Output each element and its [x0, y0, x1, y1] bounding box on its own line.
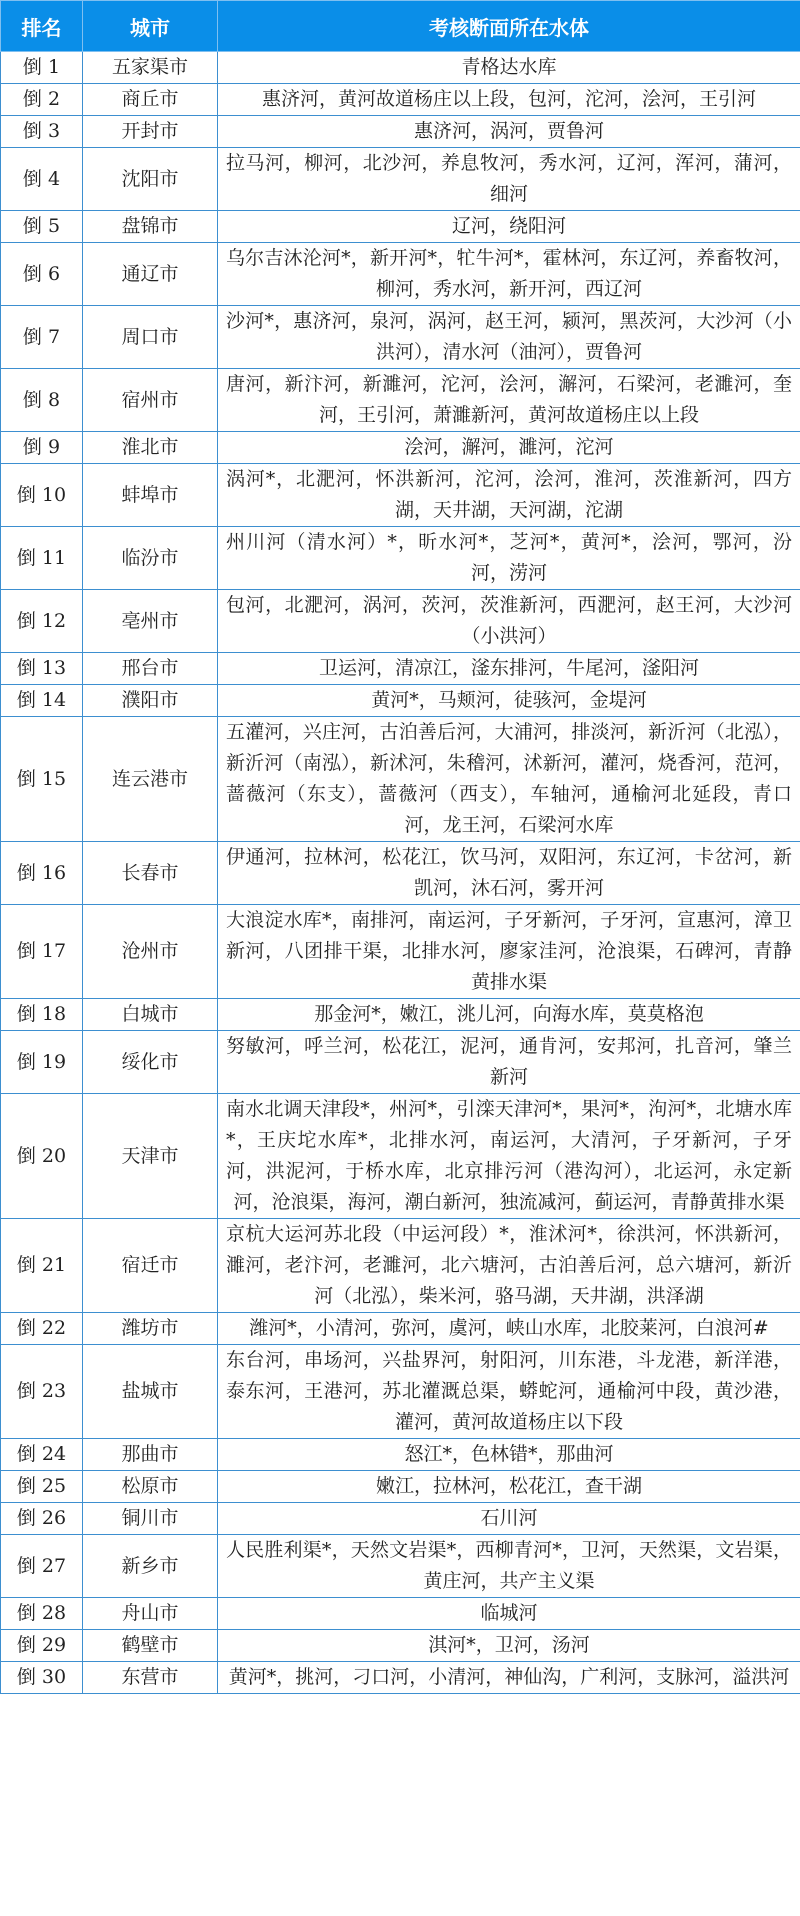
table-row [1, 211, 800, 243]
water-cell: 乌尔吉沐沦河*，新开河*，牤牛河*，霍林河，东辽河，养畜牧河，柳河，秀水河，新开河，西辽河 [218, 243, 800, 306]
header-rank: 排名 [1, 1, 83, 52]
city-cell: 周口市 [83, 306, 218, 369]
rank-cell: 倒 16 [1, 842, 83, 905]
rank-cell: 倒 30 [1, 1662, 83, 1694]
city-cell: 开封市 [83, 116, 218, 148]
city-cell: 通辽市 [83, 243, 218, 306]
water-cell: 州川河（清水河）*，昕水河*，芝河*，黄河*，浍河，鄂河，汾河，涝河 [218, 527, 800, 590]
water-cell: 淇河*，卫河，汤河 [218, 1630, 800, 1662]
table-row [1, 243, 800, 306]
table-row [1, 464, 800, 527]
city-cell: 舟山市 [83, 1598, 218, 1630]
table-row [1, 1313, 800, 1345]
water-cell: 那金河*，嫩江，洮儿河，向海水库，莫莫格泡 [218, 999, 800, 1031]
city-cell: 沈阳市 [83, 148, 218, 211]
water-cell: 临城河 [218, 1598, 800, 1630]
water-cell: 包河，北淝河，涡河，茨河，茨淮新河，西淝河，赵王河，大沙河（小洪河） [218, 590, 800, 653]
table-row [1, 432, 800, 464]
rank-cell: 倒 28 [1, 1598, 83, 1630]
header-row [1, 1, 800, 52]
table-row [1, 842, 800, 905]
water-cell: 惠济河，黄河故道杨庄以上段，包河，沱河，浍河，王引河 [218, 84, 800, 116]
table-row [1, 653, 800, 685]
city-cell: 绥化市 [83, 1031, 218, 1094]
city-cell: 鹤壁市 [83, 1630, 218, 1662]
rank-cell: 倒 7 [1, 306, 83, 369]
table-row [1, 116, 800, 148]
water-cell: 卫运河，清凉江，滏东排河，牛尾河，滏阳河 [218, 653, 800, 685]
city-cell: 盐城市 [83, 1345, 218, 1439]
table-row [1, 1439, 800, 1471]
table-row [1, 1598, 800, 1630]
rank-cell: 倒 20 [1, 1094, 83, 1219]
table-row [1, 1219, 800, 1313]
city-cell: 潍坊市 [83, 1313, 218, 1345]
header-water: 考核断面所在水体 [218, 1, 800, 52]
city-cell: 那曲市 [83, 1439, 218, 1471]
table-row [1, 1630, 800, 1662]
rank-cell: 倒 18 [1, 999, 83, 1031]
city-cell: 长春市 [83, 842, 218, 905]
water-cell: 努敏河，呼兰河，松花江，泥河，通肯河，安邦河，扎音河，肇兰新河 [218, 1031, 800, 1094]
water-cell: 京杭大运河苏北段（中运河段）*，淮沭河*，徐洪河，怀洪新河，濉河，老汴河，老濉河，北六塘河，古泊善后河，总六塘河，新沂河（北泓），柴米河，骆马湖，天井湖，洪泽湖 [218, 1219, 800, 1313]
table-row [1, 1471, 800, 1503]
rank-cell: 倒 9 [1, 432, 83, 464]
water-cell: 拉马河，柳河，北沙河，养息牧河，秀水河，辽河，浑河，蒲河，细河 [218, 148, 800, 211]
rank-cell: 倒 21 [1, 1219, 83, 1313]
water-cell: 青格达水库 [218, 52, 800, 84]
header-city: 城市 [83, 1, 218, 52]
water-cell: 涡河*，北淝河，怀洪新河，沱河，浍河，淮河，茨淮新河，四方湖，天井湖，天河湖，沱湖 [218, 464, 800, 527]
city-cell: 铜川市 [83, 1503, 218, 1535]
table-body [1, 52, 800, 1694]
rank-cell: 倒 29 [1, 1630, 83, 1662]
city-cell: 宿迁市 [83, 1219, 218, 1313]
rank-cell: 倒 17 [1, 905, 83, 999]
water-cell: 东台河，串场河，兴盐界河，射阳河，川东港，斗龙港，新洋港，泰东河，王港河，苏北灌溉总渠，蟒蛇河，通榆河中段，黄沙港，灌河，黄河故道杨庄以下段 [218, 1345, 800, 1439]
city-cell: 盘锦市 [83, 211, 218, 243]
rank-cell: 倒 22 [1, 1313, 83, 1345]
city-cell: 宿州市 [83, 369, 218, 432]
water-cell: 辽河，绕阳河 [218, 211, 800, 243]
city-cell: 亳州市 [83, 590, 218, 653]
water-cell: 南水北调天津段*，州河*，引滦天津河*，果河*，泃河*，北塘水库*，王庆坨水库*，北排水河，南运河，大清河，子牙新河，子牙河，洪泥河，于桥水库，北京排污河（港沟河），北运河，永定新河，沧浪渠，海河，潮白新河，独流减河，蓟运河，青静黄排水渠 [218, 1094, 800, 1219]
rank-cell: 倒 15 [1, 717, 83, 842]
rank-cell: 倒 2 [1, 84, 83, 116]
city-cell: 邢台市 [83, 653, 218, 685]
water-cell: 沙河*，惠济河，泉河，涡河，赵王河，颍河，黑茨河，大沙河（小洪河），清水河（油河），贾鲁河 [218, 306, 800, 369]
table-row [1, 1662, 800, 1694]
table-row [1, 717, 800, 842]
rank-cell: 倒 13 [1, 653, 83, 685]
city-cell: 蚌埠市 [83, 464, 218, 527]
city-cell: 商丘市 [83, 84, 218, 116]
rank-cell: 倒 23 [1, 1345, 83, 1439]
water-cell: 惠济河，涡河，贾鲁河 [218, 116, 800, 148]
rank-cell: 倒 8 [1, 369, 83, 432]
rank-cell: 倒 26 [1, 1503, 83, 1535]
rank-cell: 倒 25 [1, 1471, 83, 1503]
city-cell: 白城市 [83, 999, 218, 1031]
water-cell: 唐河，新汴河，新濉河，沱河，浍河，澥河，石梁河，老濉河，奎河，王引河，萧濉新河，黄河故道杨庄以上段 [218, 369, 800, 432]
water-cell: 潍河*，小清河，弥河，虞河，峡山水库，北胶莱河，白浪河# [218, 1313, 800, 1345]
rank-cell: 倒 3 [1, 116, 83, 148]
rank-cell: 倒 1 [1, 52, 83, 84]
water-cell: 石川河 [218, 1503, 800, 1535]
table-row [1, 999, 800, 1031]
water-cell: 五灌河，兴庄河，古泊善后河，大浦河，排淡河，新沂河（北泓），新沂河（南泓），新沭河，朱稽河，沭新河，灌河，烧香河，范河，蔷薇河（东支），蔷薇河（西支），车轴河，通榆河北延段，青口河，龙王河，石梁河水库 [218, 717, 800, 842]
rank-cell: 倒 14 [1, 685, 83, 717]
table-row [1, 148, 800, 211]
city-cell: 沧州市 [83, 905, 218, 999]
water-cell: 浍河，澥河，濉河，沱河 [218, 432, 800, 464]
table-row [1, 1031, 800, 1094]
table-row [1, 369, 800, 432]
city-cell: 临汾市 [83, 527, 218, 590]
water-cell: 怒江*，色林错*，那曲河 [218, 1439, 800, 1471]
city-cell: 五家渠市 [83, 52, 218, 84]
table-row [1, 1094, 800, 1219]
rank-cell: 倒 11 [1, 527, 83, 590]
city-cell: 淮北市 [83, 432, 218, 464]
city-cell: 天津市 [83, 1094, 218, 1219]
table-row [1, 1535, 800, 1598]
rank-cell: 倒 6 [1, 243, 83, 306]
water-cell: 大浪淀水库*，南排河，南运河，子牙新河，子牙河，宣惠河，漳卫新河，八团排干渠，北排水河，廖家洼河，沧浪渠，石碑河，青静黄排水渠 [218, 905, 800, 999]
rank-cell: 倒 19 [1, 1031, 83, 1094]
table-row [1, 905, 800, 999]
table-row [1, 52, 800, 84]
rank-cell: 倒 10 [1, 464, 83, 527]
city-cell: 濮阳市 [83, 685, 218, 717]
rank-cell: 倒 12 [1, 590, 83, 653]
table-row [1, 590, 800, 653]
rank-cell: 倒 4 [1, 148, 83, 211]
water-cell: 伊通河，拉林河，松花江，饮马河，双阳河，东辽河，卡岔河，新凯河，沐石河，雾开河 [218, 842, 800, 905]
rank-cell: 倒 27 [1, 1535, 83, 1598]
rank-cell: 倒 24 [1, 1439, 83, 1471]
table-row [1, 84, 800, 116]
table-row [1, 685, 800, 717]
water-cell: 黄河*，马颊河，徒骇河，金堤河 [218, 685, 800, 717]
table-row [1, 306, 800, 369]
rank-cell: 倒 5 [1, 211, 83, 243]
city-cell: 东营市 [83, 1662, 218, 1694]
water-cell: 黄河*，挑河，刁口河，小清河，神仙沟，广利河，支脉河，溢洪河 [218, 1662, 800, 1694]
city-cell: 新乡市 [83, 1535, 218, 1598]
table-row [1, 1503, 800, 1535]
city-cell: 松原市 [83, 1471, 218, 1503]
table-row [1, 1345, 800, 1439]
water-cell: 嫩江，拉林河，松花江，查干湖 [218, 1471, 800, 1503]
city-cell: 连云港市 [83, 717, 218, 842]
table-row [1, 527, 800, 590]
water-cell: 人民胜利渠*，天然文岩渠*，西柳青河*，卫河，天然渠，文岩渠，黄庄河，共产主义渠 [218, 1535, 800, 1598]
